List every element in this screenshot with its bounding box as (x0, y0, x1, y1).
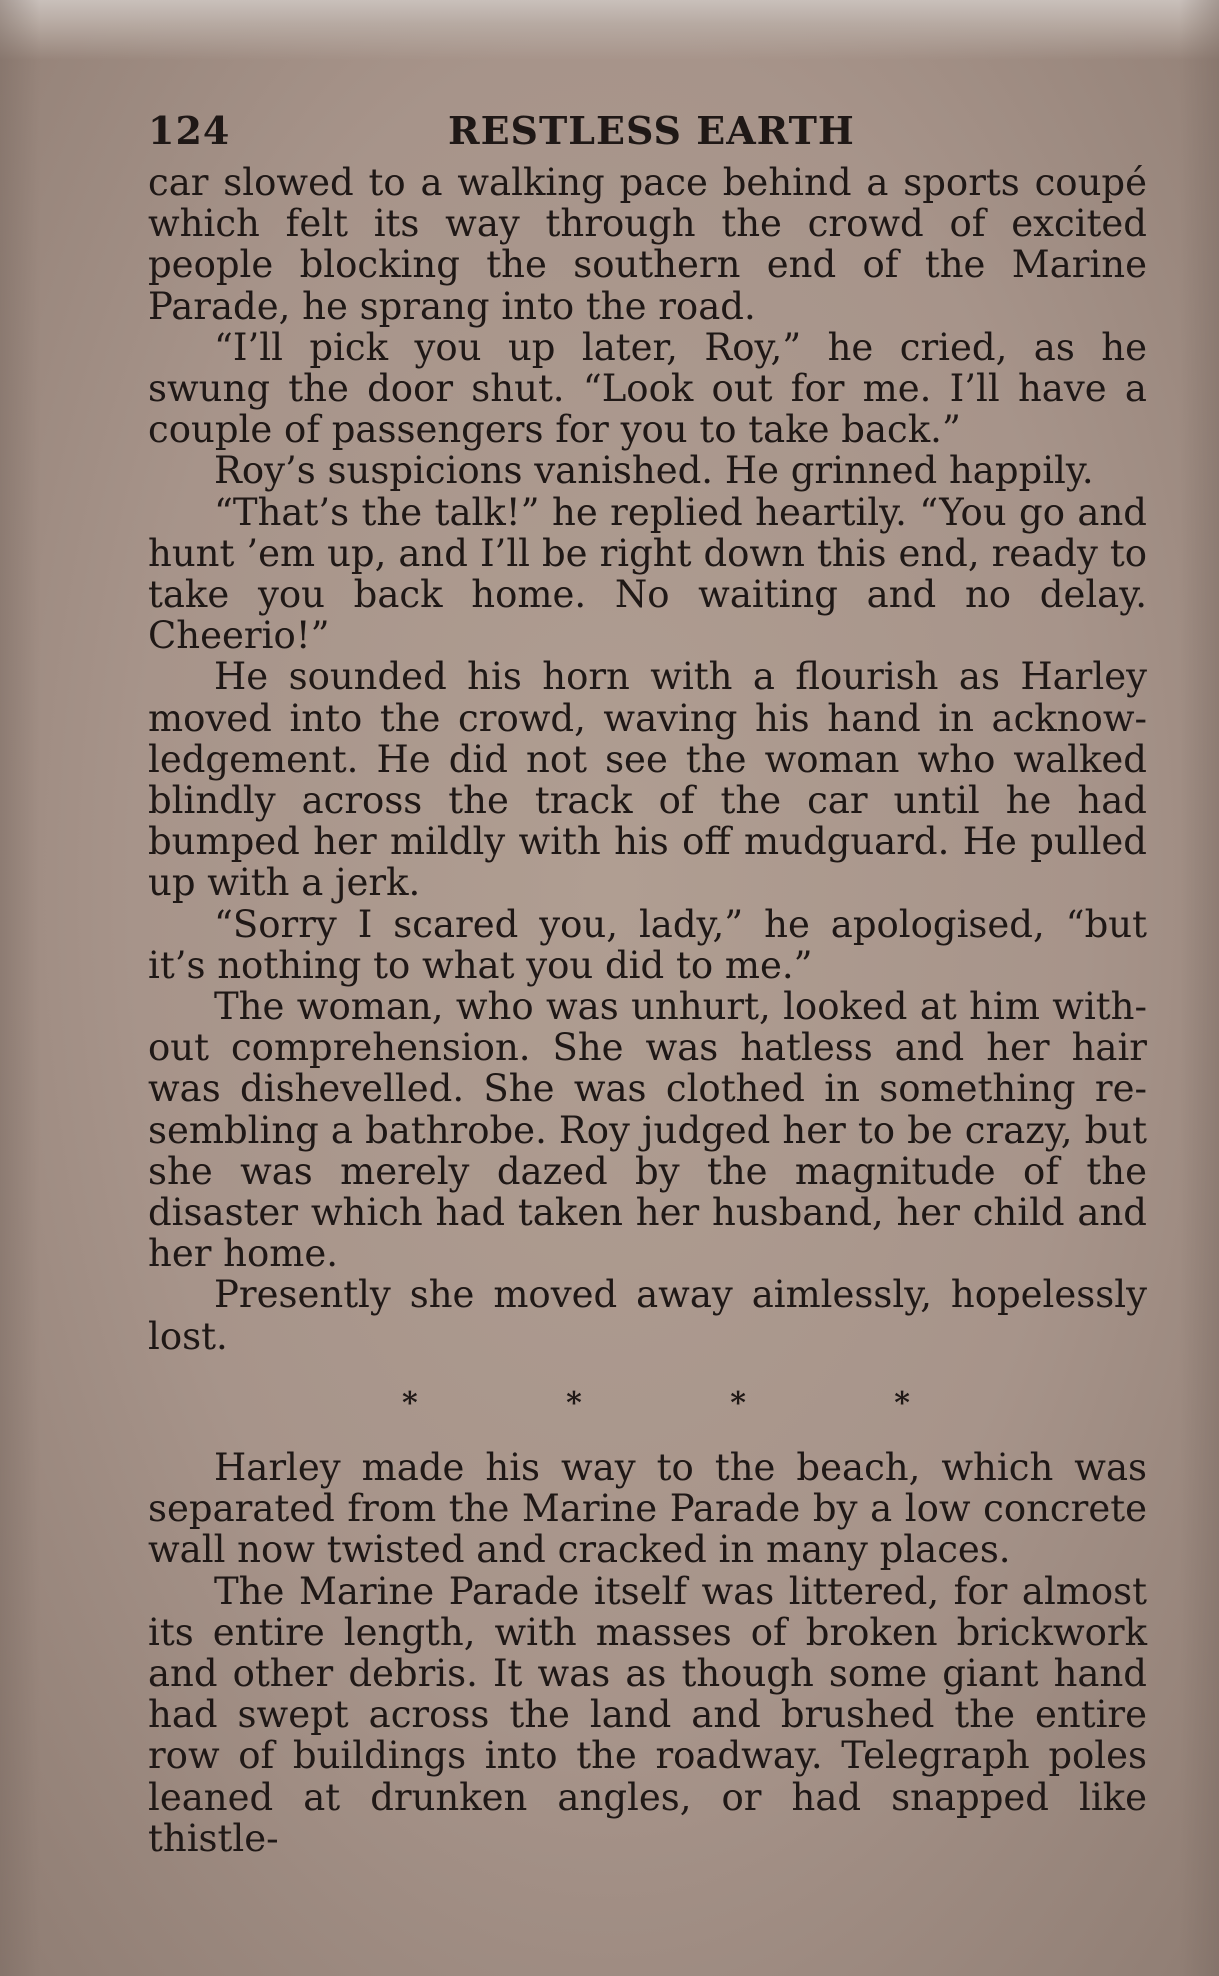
page-top-edge (0, 0, 1219, 60)
page-left-edge (0, 0, 40, 1976)
paragraph: “That’s the talk!” he replied heartily. “You go and hunt ’em up, and I’ll be right down this end, ready to take you back home. No waiting and no delay. Cheerio!” (148, 490, 1147, 658)
section-break-asterisk: * (894, 1385, 910, 1421)
paragraph: “I’ll pick you up later, Roy,” he cried, as he swung the door shut. “Look out for me. I’ll have a couple of passengers for you to take back.” (148, 325, 1147, 452)
paragraph: “Sorry I scared you, lady,” he apologised, “but it’s nothing to what you did to me.” (148, 902, 1147, 987)
paragraph: The Marine Parade itself was littered, for almost its entire length, with masses of broken brickwork and other debris. It was as though some giant hand had swept across the land and brushed the entire row of buildings into the roadway. Telegraph poles leaned at drunken angles, or had snapped like thistle- (148, 1569, 1147, 1860)
page-header (148, 104, 1147, 162)
running-title: RESTLESS EARTH (448, 108, 855, 153)
section-break (402, 1383, 910, 1447)
paragraph: car slowed to a walking pace behind a sports coupé which felt its way through the crowd of excited people blocking the southern end of the Marine Parade, he sprang into the road. (148, 161, 1147, 328)
paragraph: The woman, who was unhurt, looked at him with-out comprehension. She was hatless and her hair was dishevelled. She was clothed in something re-sembling a bathrobe. Roy judged her to be crazy, but she was merely dazed by the magnitude of the disaster which had taken her husband, her child and her home. (148, 985, 1147, 1276)
paragraph: He sounded his horn with a flourish as Harley moved into the crowd, waving his hand in acknow-ledgement. He did not see the woman who walked blindly across the track of the car until he had bumped her mildly with his off mudguard. He pulled up with a jerk. (148, 655, 1147, 905)
body-text (148, 162, 1147, 1859)
paragraph: Roy’s suspicions vanished. He grinned happily. (214, 449, 1094, 493)
book-page (148, 104, 1147, 1859)
section-break-asterisk: * (566, 1385, 582, 1421)
paragraph: Presently she moved away aimlessly, hopelessly lost. (148, 1273, 1147, 1358)
section-break-asterisk: * (402, 1385, 418, 1421)
paragraph: Harley made his way to the beach, which was separated from the Marine Parade by a low concrete wall now twisted and cracked in many places. (148, 1445, 1147, 1572)
section-break-asterisk: * (730, 1385, 746, 1421)
page-right-edge (1179, 0, 1219, 1976)
page-number: 124 (148, 108, 231, 153)
